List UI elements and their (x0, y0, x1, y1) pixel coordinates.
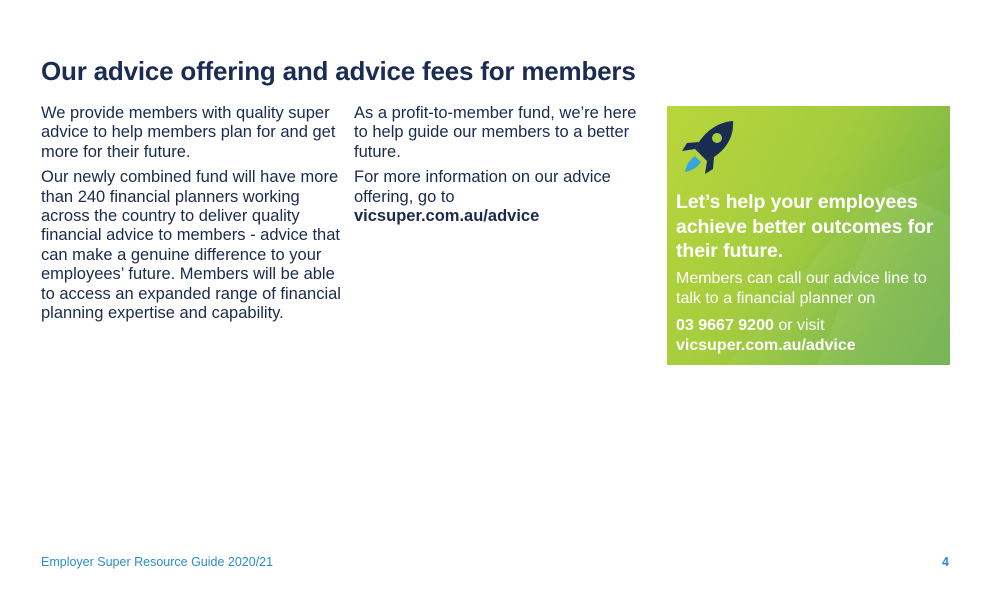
promo-contact (676, 316, 946, 355)
rocket-icon (679, 118, 737, 178)
middle-column (354, 104, 644, 232)
promo-panel (667, 106, 950, 365)
page-title: Our advice offering and advice fees for members (41, 56, 636, 86)
more-info-paragraph (354, 168, 644, 226)
planners-paragraph: Our newly combined fund will have more than 240 financial planners working across the country to deliver quality financial advice to members - advice that can make a genuine difference to your employees’ future. Members will be able to access an expanded range of financial planning expertise and capability. (41, 168, 341, 323)
advice-phone-number[interactable]: 03 9667 9200 (676, 317, 774, 334)
more-info-text: For more information on our advice offering, go to (354, 168, 611, 206)
advice-link[interactable]: vicsuper.com.au/advice (354, 207, 540, 226)
page-number: 4 (942, 555, 949, 569)
profit-to-member-paragraph: As a profit-to-member fund, we’re here to help guide our members to a better future. (354, 104, 637, 161)
promo-headline: Let’s help your employees achieve better outcomes for their future. (676, 191, 934, 262)
promo-body: Members can call our advice line to talk to a financial planner on (676, 270, 927, 307)
intro-paragraph: We provide members with quality super advice to help members plan for and get more for their future. (41, 104, 336, 161)
footer-guide-title: Employer Super Resource Guide 2020/21 (41, 555, 274, 569)
promo-advice-link[interactable]: vicsuper.com.au/advice (676, 336, 856, 354)
left-column (41, 104, 341, 329)
or-visit-text: or visit (773, 317, 825, 334)
